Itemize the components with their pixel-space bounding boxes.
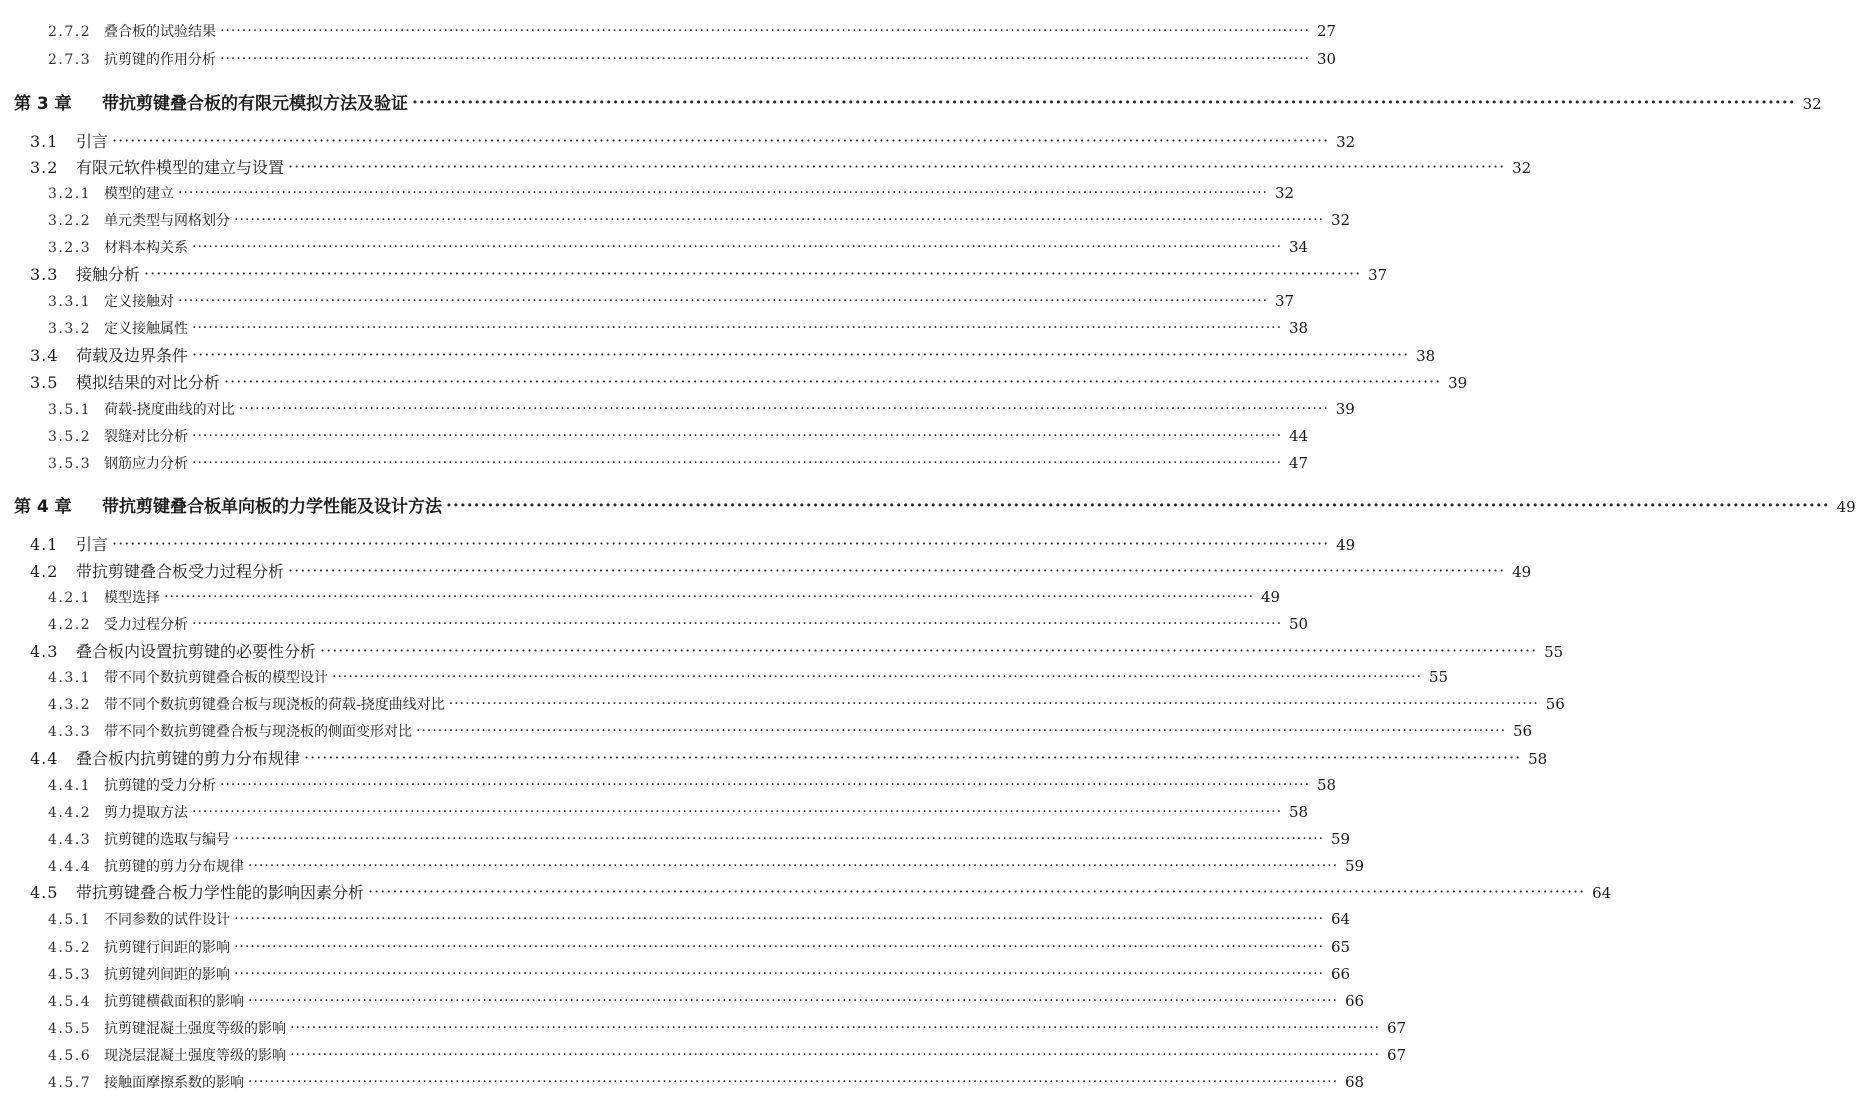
toc-entry-page: 49 [1836,498,1856,516]
toc-entry-page: 37 [1368,266,1388,284]
toc-entry-page: 49 [1260,588,1281,606]
toc-entry-title: 抗剪键的剪力分布规律 [104,859,244,875]
dot-leader: ········································································································································································································ [304,748,1522,767]
toc-entry-page: 39 [1448,374,1468,392]
toc-entry-page: 59 [1344,857,1365,875]
toc-entry-page: 67 [1386,1046,1407,1064]
toc-entry-number: 4.3 [30,642,59,661]
toc-entry[interactable] [48,1072,1365,1092]
toc-entry[interactable] [48,210,1351,230]
toc-entry-title: 现浇层混凝土强度等级的影响 [104,1048,286,1064]
toc-entry-title: 叠合板的试验结果 [104,24,216,40]
toc-entry-page: 32 [1330,211,1351,229]
toc-entry-number: 4.5.6 [48,1048,92,1064]
toc-entry[interactable] [48,183,1295,203]
toc-entry[interactable] [48,49,1337,69]
toc-entry-title: 受力过程分析 [104,617,188,633]
dot-leader: ········································································································································································································ [224,372,1442,391]
toc-entry-title: 带抗剪键叠合板力学性能的影响因素分析 [76,883,365,902]
toc-entry[interactable] [30,559,1532,582]
toc-entry[interactable] [30,370,1468,393]
toc-entry-page: 47 [1288,454,1309,472]
dot-leader: ········································································································································································································ [234,966,1325,982]
toc-entry-number: 4.5.1 [48,912,92,928]
toc-chapter-entry[interactable] [14,492,1856,517]
toc-entry-title: 模拟结果的对比分析 [76,373,221,392]
toc-entry[interactable] [48,21,1337,41]
toc-entry-title: 带不同个数抗剪键叠合板的模型设计 [104,670,328,686]
dot-leader: ········································································································································································································ [234,939,1325,955]
toc-entry[interactable] [30,880,1612,903]
dot-leader: ········································································································································································································ [112,534,1330,553]
dot-leader: ········································································································································································································ [448,696,1539,712]
toc-entry[interactable] [48,694,1565,714]
dot-leader: ········································································································································································································ [248,1074,1339,1090]
dot-leader: ········································································································································································································ [112,131,1330,150]
toc-entry-number: 4.5.5 [48,1021,92,1037]
toc-entry-number: 4.5.3 [48,967,92,983]
dot-leader: ········································································································································································································ [192,804,1283,820]
toc-entry-title: 不同参数的试件设计 [104,912,230,928]
toc-entry[interactable] [48,614,1309,634]
dot-leader: ········································································································································································································ [220,777,1311,793]
toc-entry-page: 34 [1288,238,1309,256]
dot-leader: ········································································································································································································ [320,641,1538,660]
toc-entry-title: 叠合板内设置抗剪键的必要性分析 [76,642,317,661]
toc-entry-number: 3.4 [30,346,59,365]
toc-entry-page: 27 [1316,22,1337,40]
toc-entry-title: 带不同个数抗剪键叠合板与现浇板的侧面变形对比 [104,724,412,740]
toc-entry[interactable] [48,909,1351,929]
dot-leader: ········································································································································································································ [446,496,1830,516]
toc-entry-page: 32 [1802,95,1822,113]
toc-entry[interactable] [48,937,1351,957]
dot-leader: ········································································································································································································ [192,455,1283,471]
dot-leader: ········································································································································································································ [288,561,1506,580]
toc-entry-page: 38 [1288,319,1309,337]
toc-entry[interactable] [30,746,1548,769]
toc-entry-page: 55 [1544,643,1564,661]
toc-entry-page: 66 [1344,992,1365,1010]
toc-entry[interactable] [48,1018,1407,1038]
toc-entry-title: 模型选择 [104,590,160,606]
toc-chapter-title: 带抗剪键叠合板的有限元模拟方法及验证 [102,94,408,114]
toc-entry[interactable] [48,399,1355,419]
toc-entry-page: 55 [1428,668,1449,686]
toc-entry-page: 58 [1288,803,1309,821]
toc-entry-title: 模型的建立 [104,186,174,202]
dot-leader: ········································································································································································································ [412,93,1796,113]
toc-entry-page: 68 [1344,1073,1365,1091]
toc-entry[interactable] [30,639,1564,662]
toc-entry-number: 4.5.4 [48,994,92,1010]
toc-entry-number: 3.3 [30,265,59,284]
toc-entry-page: 59 [1330,830,1351,848]
toc-entry-title: 定义接触属性 [104,321,188,337]
toc-entry-title: 单元类型与网格划分 [104,213,230,229]
toc-entry-number: 4.2.1 [48,590,92,606]
toc-entry-number: 4.5 [30,883,59,902]
toc-entry[interactable] [48,426,1309,446]
dot-leader: ········································································································································································································ [192,428,1283,444]
toc-entry-page: 58 [1528,750,1548,768]
toc-entry-number: 3.5 [30,373,59,392]
toc-entry-title: 接触分析 [76,265,141,284]
toc-entry-page: 66 [1330,965,1351,983]
toc-entry-number: 4.4.3 [48,832,92,848]
toc-entry[interactable] [30,262,1388,285]
dot-leader: ········································································································································································································ [234,831,1325,847]
dot-leader: ········································································································································································································ [234,212,1325,228]
toc-entry-number: 4.4 [30,749,59,768]
toc-entry[interactable] [48,964,1351,984]
toc-entry[interactable] [30,532,1356,555]
toc-entry-title: 抗剪键的受力分析 [104,778,216,794]
toc-entry[interactable] [30,155,1532,178]
toc-entry-title: 荷载及边界条件 [76,346,189,365]
toc-entry[interactable] [30,343,1436,366]
toc-entry-page: 56 [1512,722,1533,740]
toc-entry-number: 4.1 [30,535,59,554]
toc-entry-page: 64 [1592,884,1612,902]
toc-entry[interactable] [48,991,1365,1011]
toc-entry[interactable] [48,291,1295,311]
toc-entry-number: 2.7.3 [48,52,92,68]
toc-entry-title: 抗剪键的选取与编号 [104,832,230,848]
toc-entry[interactable] [48,237,1309,257]
toc-entry[interactable] [48,1045,1407,1065]
toc-entry-number: 3.2.2 [48,213,92,229]
toc-entry-number: 3.5.1 [48,402,92,418]
toc-entry-number: 4.4.1 [48,778,92,794]
toc-entry-page: 65 [1330,938,1351,956]
toc-entry[interactable] [48,667,1449,687]
toc-entry-title: 引言 [76,535,109,554]
dot-leader: ········································································································································································································ [368,882,1586,901]
toc-entry-number: 3.5.3 [48,456,92,472]
toc-entry-title: 带不同个数抗剪键叠合板与现浇板的荷载-挠度曲线对比 [104,697,445,713]
dot-leader: ········································································································································································································ [144,264,1362,283]
toc-entry[interactable] [30,129,1356,152]
toc-entry-page: 30 [1316,50,1337,68]
dot-leader: ········································································································································································································ [332,669,1423,685]
dot-leader: ········································································································································································································ [192,616,1283,632]
toc-entry[interactable] [48,829,1351,849]
toc-entry-number: 4.5.2 [48,940,92,956]
toc-entry[interactable] [48,802,1309,822]
toc-chapter-number: 第 3 章 [14,94,72,114]
toc-entry-title: 材料本构关系 [104,240,188,256]
toc-chapter-number: 第 4 章 [14,497,72,517]
toc-entry-page: 67 [1386,1019,1407,1037]
dot-leader: ········································································································································································································ [220,51,1311,67]
dot-leader: ········································································································································································································ [238,401,1329,417]
toc-entry-title: 定义接触对 [104,294,174,310]
toc-entry[interactable] [48,587,1281,607]
dot-leader: ········································································································································································································ [248,993,1339,1009]
toc-entry-number: 4.4.4 [48,859,92,875]
toc-entry-page: 64 [1330,910,1351,928]
toc-entry-page: 32 [1274,184,1295,202]
toc-entry-page: 39 [1335,400,1355,418]
toc-entry-page: 44 [1288,427,1309,445]
toc-entry-title: 剪力提取方法 [104,805,188,821]
toc-entry-number: 4.2.2 [48,617,92,633]
toc-chapter-title: 带抗剪键叠合板单向板的力学性能及设计方法 [102,497,442,517]
dot-leader: ········································································································································································································ [288,157,1506,176]
toc-entry[interactable] [48,318,1309,338]
toc-entry-title: 抗剪键的作用分析 [104,52,216,68]
toc-entry-number: 3.2.1 [48,186,92,202]
toc-entry-number: 3.2 [30,158,59,177]
dot-leader: ········································································································································································································ [178,293,1269,309]
toc-entry-number: 3.2.3 [48,240,92,256]
toc-entry-number: 4.2 [30,562,59,581]
toc-entry-number: 2.7.2 [48,24,92,40]
dot-leader: ········································································································································································································ [290,1020,1381,1036]
toc-entry[interactable] [48,721,1533,741]
toc-entry-number: 4.3.1 [48,670,92,686]
toc-entry-page: 49 [1336,536,1356,554]
dot-leader: ········································································································································································································ [192,345,1410,364]
toc-entry-page: 58 [1316,776,1337,794]
toc-entry-page: 56 [1545,695,1565,713]
toc-entry-page: 38 [1416,347,1436,365]
toc-entry-page: 50 [1288,615,1309,633]
toc-entry[interactable] [48,453,1309,473]
toc-entry-page: 32 [1336,133,1356,151]
dot-leader: ········································································································································································································ [248,858,1339,874]
toc-entry-title: 带抗剪键叠合板受力过程分析 [76,562,285,581]
toc-entry-page: 32 [1512,159,1532,177]
toc-entry-title: 叠合板内抗剪键的剪力分布规律 [76,749,301,768]
toc-entry-number: 3.5.2 [48,429,92,445]
toc-entry-number: 4.3.2 [48,697,92,713]
toc-entry[interactable] [48,775,1337,795]
dot-leader: ········································································································································································································ [416,723,1507,739]
toc-entry-number: 3.3.1 [48,294,92,310]
dot-leader: ········································································································································································································ [220,23,1311,39]
toc-entry-title: 抗剪键混凝土强度等级的影响 [104,1021,286,1037]
toc-entry-title: 钢筋应力分析 [104,456,188,472]
dot-leader: ········································································································································································································ [178,185,1269,201]
toc-entry-title: 接触面摩擦系数的影响 [104,1075,244,1091]
toc-entry-number: 4.4.2 [48,805,92,821]
dot-leader: ········································································································································································································ [164,589,1255,605]
toc-entry-title: 裂缝对比分析 [104,429,188,445]
toc-entry-number: 4.3.3 [48,724,92,740]
toc-entry-title: 抗剪键列间距的影响 [104,967,230,983]
dot-leader: ········································································································································································································ [192,239,1283,255]
toc-entry-title: 抗剪键横截面积的影响 [104,994,244,1010]
toc-entry-title: 有限元软件模型的建立与设置 [76,158,285,177]
dot-leader: ········································································································································································································ [290,1047,1381,1063]
toc-entry-number: 3.1 [30,132,59,151]
toc-entry-number: 4.5.7 [48,1075,92,1091]
dot-leader: ········································································································································································································ [192,320,1283,336]
toc-entry-title: 荷载-挠度曲线的对比 [104,402,235,418]
toc-chapter-entry[interactable] [14,89,1822,114]
toc-entry-title: 抗剪键行间距的影响 [104,940,230,956]
toc-entry[interactable] [48,856,1365,876]
toc-entry-page: 49 [1512,563,1532,581]
dot-leader: ········································································································································································································ [234,911,1325,927]
toc-entry-title: 引言 [76,132,109,151]
toc-entry-number: 3.3.2 [48,321,92,337]
toc-entry-page: 37 [1274,292,1295,310]
